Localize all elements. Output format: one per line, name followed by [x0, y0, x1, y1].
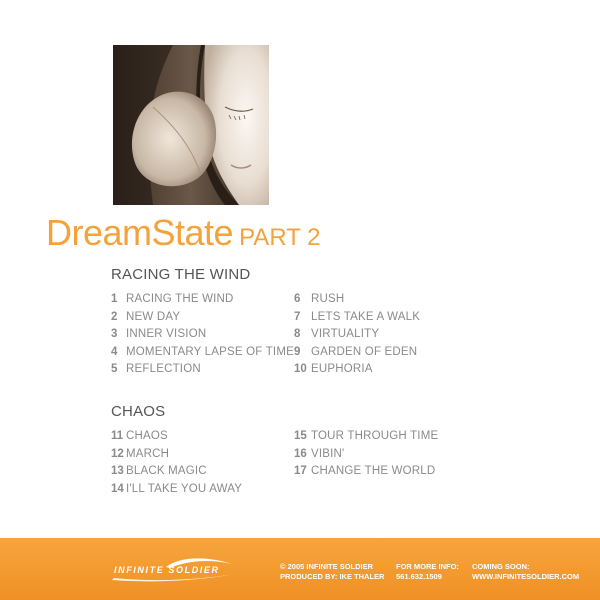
track-number: 7	[294, 310, 301, 323]
copyright-text: © 2005 INFINITE SOLDIER	[280, 562, 374, 571]
track-name: INNER VISION	[126, 328, 207, 340]
track-number: 4	[111, 345, 118, 358]
info-phone: 561.632.1509	[396, 572, 442, 581]
woman-portrait-image	[113, 45, 269, 205]
album-title-main: DreamState	[46, 212, 234, 253]
track-item	[294, 291, 420, 309]
footer-info	[396, 562, 459, 582]
track-number: 17	[294, 465, 307, 477]
track-item	[111, 309, 294, 327]
logo-text: INFINITE SOLDIER	[114, 565, 220, 575]
footer-coming-soon	[472, 562, 579, 582]
footer-band	[0, 538, 600, 600]
track-name: REFLECTION	[126, 363, 201, 375]
track-item	[111, 291, 294, 309]
track-name: LETS TAKE A WALK	[311, 310, 421, 323]
track-name: RACING THE WIND	[126, 293, 234, 305]
track-number: 13	[111, 465, 124, 477]
track-column-left	[111, 291, 294, 379]
track-item	[294, 446, 438, 464]
track-item	[294, 361, 420, 379]
producer-text: PRODUCED BY: IKE THALER	[280, 572, 385, 581]
track-item	[111, 361, 294, 379]
track-item	[111, 428, 242, 446]
track-item	[294, 428, 438, 446]
footer-credits	[280, 562, 384, 582]
track-name: CHANGE THE WORLD	[311, 465, 436, 477]
section-title-chaos: CHAOS	[111, 403, 166, 420]
track-number: 2	[111, 310, 118, 323]
track-name: MARCH	[126, 447, 170, 460]
track-number: 14	[111, 482, 124, 495]
track-item	[111, 344, 294, 362]
track-name: EUPHORIA	[311, 363, 373, 375]
track-name: NEW DAY	[126, 310, 181, 323]
track-column-right	[294, 291, 420, 379]
track-name: BLACK MAGIC	[126, 465, 207, 477]
track-name: MOMENTARY LAPSE OF TIME	[126, 345, 294, 358]
track-number: 1	[111, 293, 118, 305]
section-title-racing-the-wind: RACING THE WIND	[111, 266, 251, 283]
track-name: VIBIN'	[311, 447, 345, 460]
track-column-left	[111, 428, 242, 498]
track-number: 12	[111, 447, 124, 460]
track-item	[111, 463, 242, 481]
cover-photo	[113, 45, 269, 205]
track-number: 8	[294, 328, 301, 340]
track-name: VIRTUALITY	[311, 328, 380, 340]
track-number: 10	[294, 363, 307, 375]
track-name: I'LL TAKE YOU AWAY	[126, 482, 243, 495]
track-item	[294, 326, 420, 344]
track-name: CHAOS	[126, 430, 168, 442]
album-title-part: PART 2	[239, 224, 321, 251]
track-item	[294, 309, 420, 327]
track-number: 16	[294, 447, 307, 460]
coming-soon-label: COMING SOON:	[472, 562, 530, 571]
track-number: 9	[294, 345, 301, 358]
track-column-right	[294, 428, 438, 481]
track-name: RUSH	[311, 293, 345, 305]
track-item	[294, 344, 420, 362]
track-number: 11	[111, 430, 124, 442]
info-label: FOR MORE INFO:	[396, 562, 459, 571]
website-link[interactable]: WWW.INFINITESOLDIER.COM	[472, 572, 580, 581]
track-item	[294, 463, 438, 481]
track-number: 3	[111, 328, 118, 340]
track-name: TOUR THROUGH TIME	[311, 430, 439, 442]
track-item	[111, 481, 242, 499]
album-title	[46, 212, 320, 254]
track-item	[111, 326, 294, 344]
track-number: 15	[294, 430, 307, 442]
track-number: 5	[111, 363, 118, 375]
track-name: GARDEN OF EDEN	[311, 345, 418, 358]
infinite-soldier-logo	[108, 558, 238, 584]
track-item	[111, 446, 242, 464]
track-number: 6	[294, 293, 301, 305]
